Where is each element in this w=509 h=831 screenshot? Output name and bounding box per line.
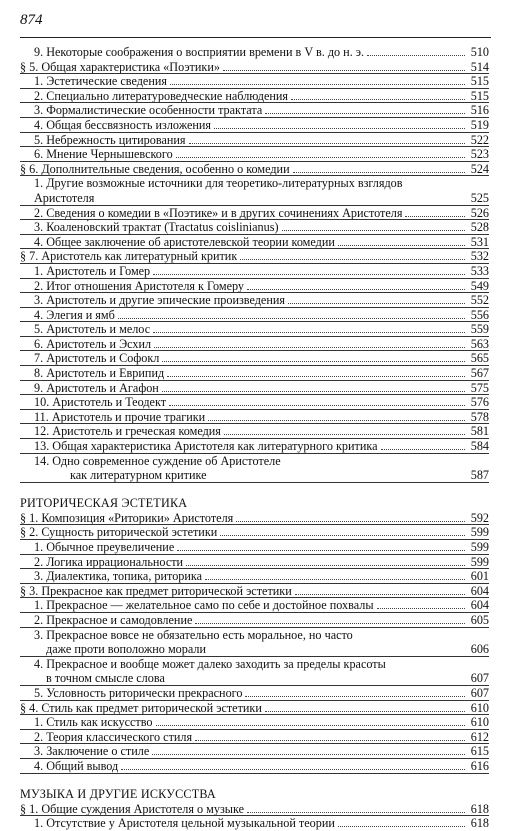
- toc-entry-page: 533: [470, 263, 489, 278]
- toc-entry-page: 599: [470, 525, 489, 540]
- toc-entry-title: 10. Аристотель и Теодект: [34, 395, 167, 410]
- toc-entry: [20, 220, 489, 235]
- table-of-contents: [20, 45, 489, 831]
- toc-entry: [20, 337, 489, 352]
- header-rule: [20, 37, 491, 38]
- toc-entry-title: 1. Прекрасное — желательное само по себе и достойное похвалы: [34, 598, 374, 613]
- toc-entry-page: 592: [470, 510, 489, 525]
- toc-entry-page: 532: [470, 249, 489, 264]
- toc-entry-title: 2. Сведения о комедии в «Поэтике» и в других сочинениях Аристотеля: [34, 205, 403, 220]
- toc-entry-page: 516: [470, 103, 489, 118]
- toc-entry-title: 5. Небрежность цитирования: [34, 132, 186, 147]
- toc-entry-title: 3. Формалистические особенности трактата: [34, 103, 263, 118]
- dot-leader: [291, 99, 465, 100]
- toc-entry: [20, 802, 489, 817]
- dot-leader: [186, 565, 465, 566]
- dot-leader: [224, 434, 465, 435]
- toc-entry-title: § 5. Общая характеристика «Поэтики»: [20, 59, 220, 74]
- toc-entry-title: 4. Общий вывод: [34, 758, 119, 773]
- toc-entry-title: как литературном критике: [70, 468, 207, 483]
- toc-entry-title: 2. Логика иррациональности: [34, 554, 184, 569]
- toc-entry-title: в точном смысле слова: [46, 671, 165, 686]
- toc-entry-page: 607: [470, 671, 489, 686]
- dot-leader: [282, 230, 465, 231]
- dot-leader: [377, 608, 465, 609]
- dot-leader: [208, 420, 465, 421]
- toc-entry-page: 524: [470, 161, 489, 176]
- toc-entry-title: 7. Аристотель и Софокл: [34, 351, 160, 366]
- toc-entry-title: 8. Аристотель и Еврипид: [34, 366, 165, 381]
- toc-entry-page: 514: [470, 59, 489, 74]
- toc-entry: [20, 628, 489, 643]
- toc-entry: [20, 424, 489, 439]
- toc-entry-page: 531: [470, 234, 489, 249]
- toc-entry-page: 604: [470, 583, 489, 598]
- toc-entry-title: 5. Аристотель и мелос: [34, 322, 151, 337]
- toc-entry: [20, 686, 489, 701]
- toc-entry: [20, 525, 489, 540]
- toc-entry: [20, 60, 489, 75]
- entry-rule: [20, 482, 489, 483]
- toc-entry: [20, 264, 489, 279]
- dot-leader: [214, 128, 465, 129]
- toc-entry: [20, 730, 489, 745]
- toc-entry-title: 3. Коалено́вский трактат (Tractatus coislinianus): [34, 220, 279, 235]
- toc-entry-page: 528: [470, 220, 489, 235]
- toc-entry-title: 3. Прекрасное вовсе не обязательно есть моральное, но часто: [34, 627, 353, 642]
- toc-entry-page: 610: [470, 700, 489, 715]
- toc-entry: [20, 235, 489, 250]
- toc-entry-title: 1. Стиль как искусство: [34, 715, 153, 730]
- dot-leader: [153, 274, 465, 275]
- toc-entry: [20, 133, 489, 148]
- toc-entry: [20, 540, 489, 555]
- toc-entry: [20, 147, 489, 162]
- toc-entry-title: 1. Эстетические сведения: [34, 74, 167, 89]
- dot-leader: [293, 172, 465, 173]
- toc-entry-title: 13. Общая характеристика Аристотеля как литературного критика: [34, 439, 378, 454]
- toc-entry: [20, 395, 489, 410]
- dot-leader: [162, 361, 465, 362]
- page-number: 874: [20, 12, 43, 28]
- dot-leader: [245, 696, 465, 697]
- toc-entry: [20, 744, 489, 759]
- toc-entry-title: § 3. Прекрасное как предмет риторической эстетики: [20, 583, 292, 598]
- dot-leader: [367, 55, 465, 56]
- dot-leader: [205, 579, 465, 580]
- toc-entry: [20, 366, 489, 381]
- toc-entry-title: 4. Элегия и ямб: [34, 307, 115, 322]
- toc-entry-title: § 2. Сущность риторической эстетики: [20, 525, 218, 540]
- toc-entry: [20, 279, 489, 294]
- toc-entry-page: 552: [470, 293, 489, 308]
- dot-leader: [169, 405, 465, 406]
- dot-leader: [118, 318, 465, 319]
- toc-entry-page: 576: [470, 395, 489, 410]
- toc-entry-title: 3. Заключение о стиле: [34, 744, 150, 759]
- dot-leader: [195, 623, 465, 624]
- toc-entry-page: 523: [470, 147, 489, 162]
- toc-entry-page: 604: [470, 598, 489, 613]
- toc-entry-page: 525: [470, 190, 489, 205]
- dot-leader: [170, 84, 465, 85]
- toc-entry: [20, 381, 489, 396]
- toc-entry-page: 605: [470, 612, 489, 627]
- toc-entry: [20, 816, 489, 831]
- dot-leader: [220, 535, 465, 536]
- toc-entry: [20, 118, 489, 133]
- toc-entry: [20, 671, 489, 686]
- toc-entry: [20, 322, 489, 337]
- toc-entry: [20, 759, 489, 774]
- entry-rule: [20, 773, 489, 774]
- dot-leader: [265, 113, 465, 114]
- dot-leader: [247, 812, 465, 813]
- toc-entry: [20, 657, 489, 672]
- dot-leader: [152, 754, 465, 755]
- toc-entry-title: § 4. Стиль как предмет риторической эстетики: [20, 700, 262, 715]
- toc-entry-title: 1. Аристотель и Гомер: [34, 263, 151, 278]
- toc-entry-page: 549: [470, 278, 489, 293]
- dot-leader: [177, 550, 465, 551]
- section-gap: [20, 483, 489, 496]
- dot-leader: [121, 769, 465, 770]
- toc-entry: [20, 468, 489, 483]
- toc-entry-page: 612: [470, 729, 489, 744]
- toc-entry-title: § 1. Общие суждения Аристотеля о музыке: [20, 801, 244, 816]
- toc-entry: [20, 162, 489, 177]
- toc-entry-title: 14. Одно современное суждение об Аристотеле: [34, 453, 281, 468]
- toc-entry-title: даже проти воположно морали: [46, 642, 206, 657]
- toc-entry-page: 559: [470, 322, 489, 337]
- dot-leader: [156, 725, 466, 726]
- toc-entry-title: 1. Отсутствие у Аристотеля цельной музыкальной теории: [34, 816, 335, 831]
- toc-entry-page: 581: [470, 424, 489, 439]
- toc-entry-title: 3. Диалектика, топика, риторика: [34, 569, 203, 584]
- part-heading: МУЗЫКА И ДРУГИЕ ИСКУССТВА: [20, 786, 216, 801]
- toc-entry: [20, 454, 489, 469]
- toc-entry: [20, 89, 489, 104]
- toc-entry-page: 515: [470, 88, 489, 103]
- toc-entry-page: 601: [470, 569, 489, 584]
- toc-entry-title: 12. Аристотель и греческая комедия: [34, 424, 221, 439]
- toc-entry-page: 578: [470, 409, 489, 424]
- toc-entry-page: 587: [470, 468, 489, 483]
- toc-entry-page: 519: [470, 117, 489, 132]
- toc-entry: [20, 308, 489, 323]
- toc-entry-page: 584: [470, 439, 489, 454]
- toc-entry-page: 526: [470, 205, 489, 220]
- toc-entry: [20, 555, 489, 570]
- toc-entry-title: 2. Специально литературоведческие наблюдения: [34, 88, 289, 103]
- toc-entry-title: 4. Общее заключение об аристотелевской теории комедии: [34, 234, 335, 249]
- dot-leader: [405, 216, 465, 217]
- toc-entry-title: 9. Некоторые соображения о восприятии времени в V в. до н. э.: [34, 45, 365, 59]
- toc-entry-page: 616: [470, 758, 489, 773]
- toc-entry-page: 567: [470, 366, 489, 381]
- dot-leader: [223, 70, 465, 71]
- dot-leader: [154, 347, 465, 348]
- toc-entry-title: 2. Итог отношения Аристотеля к Гомеру: [34, 278, 245, 293]
- toc-entry: [20, 74, 489, 89]
- toc-entry-page: 575: [470, 380, 489, 395]
- dot-leader: [162, 391, 465, 392]
- toc-entry-page: 599: [470, 540, 489, 554]
- dot-leader: [247, 289, 465, 290]
- part-heading: РИТОРИЧЕСКАЯ ЭСТЕТИКА: [20, 495, 188, 510]
- toc-entry: [20, 439, 489, 454]
- dot-leader: [338, 826, 465, 827]
- toc-entry: [20, 715, 489, 730]
- toc-entry-title: 4. Общая бессвязность изложения: [34, 117, 212, 132]
- toc-entry-page: 563: [470, 336, 489, 351]
- dot-leader: [240, 259, 465, 260]
- toc-entry-page: 618: [470, 816, 489, 831]
- toc-entry-title: 11. Аристотель и прочие трагики: [34, 409, 206, 424]
- toc-entry-page: 606: [470, 642, 489, 657]
- dot-leader: [195, 740, 465, 741]
- toc-entry-page: 565: [470, 351, 489, 366]
- toc-entry: [20, 598, 489, 613]
- toc-entry: [20, 45, 489, 60]
- dot-leader: [338, 245, 465, 246]
- toc-entry: [20, 249, 489, 264]
- toc-entry: [20, 613, 489, 628]
- toc-entry-page: 599: [470, 554, 489, 569]
- toc-entry: [20, 176, 489, 191]
- toc-entry: [20, 293, 489, 308]
- toc-entry-page: 607: [470, 685, 489, 700]
- toc-entry-title: 4. Прекрасное и вообще может далеко заходить за пределы красоты: [34, 656, 386, 671]
- toc-entry-title: 1. Обычное преувеличение: [34, 540, 175, 554]
- toc-entry-page: 515: [470, 74, 489, 89]
- dot-leader: [295, 594, 465, 595]
- toc-entry: [20, 206, 489, 221]
- toc-entry-title: 2. Теория классического стиля: [34, 729, 193, 744]
- toc-entry-title: 6. Аристотель и Эсхил: [34, 336, 152, 351]
- toc-entry-page: 556: [470, 307, 489, 322]
- toc-entry-page: 522: [470, 132, 489, 147]
- toc-entry-title: 9. Аристотель и Агафон: [34, 380, 159, 395]
- toc-entry-page: 618: [470, 801, 489, 816]
- toc-entry-title: 1. Другие возможные источники для теоретико-литературных взглядов: [34, 176, 403, 191]
- toc-entry-title: Аристотеля: [34, 190, 95, 205]
- dot-leader: [153, 332, 465, 333]
- dot-leader: [288, 303, 465, 304]
- toc-entry: [20, 103, 489, 118]
- dot-leader: [381, 449, 465, 450]
- toc-entry: [20, 511, 489, 526]
- toc-entry: [20, 701, 489, 716]
- dot-leader: [176, 157, 465, 158]
- toc-entry-title: 6. Мнение Чернышевского: [34, 147, 173, 162]
- dot-leader: [167, 376, 465, 377]
- toc-entry-title: 5. Условность риторически прекрасного: [34, 685, 243, 700]
- toc-entry-page: 510: [470, 45, 489, 59]
- toc-entry: [20, 569, 489, 584]
- toc-entry-title: 2. Прекрасное и самодовление: [34, 612, 193, 627]
- dot-leader: [265, 711, 465, 712]
- dot-leader: [189, 143, 465, 144]
- toc-entry: [20, 584, 489, 599]
- section-gap: [20, 774, 489, 787]
- toc-entry: [20, 191, 489, 206]
- toc-entry-title: § 6. Дополнительные сведения, особенно о комедии: [20, 161, 290, 176]
- toc-entry-page: 610: [470, 715, 489, 730]
- toc-entry-title: § 1. Композиция «Риторики» Аристотеля: [20, 510, 234, 525]
- dot-leader: [236, 521, 465, 522]
- toc-entry-title: § 7. Аристотель как литературный критик: [20, 249, 238, 264]
- toc-entry: [20, 410, 489, 425]
- toc-entry-title: 3. Аристотель и другие эпические произведения: [34, 293, 285, 308]
- toc-entry: [20, 642, 489, 657]
- toc-entry: [20, 351, 489, 366]
- toc-entry-page: 615: [470, 744, 489, 759]
